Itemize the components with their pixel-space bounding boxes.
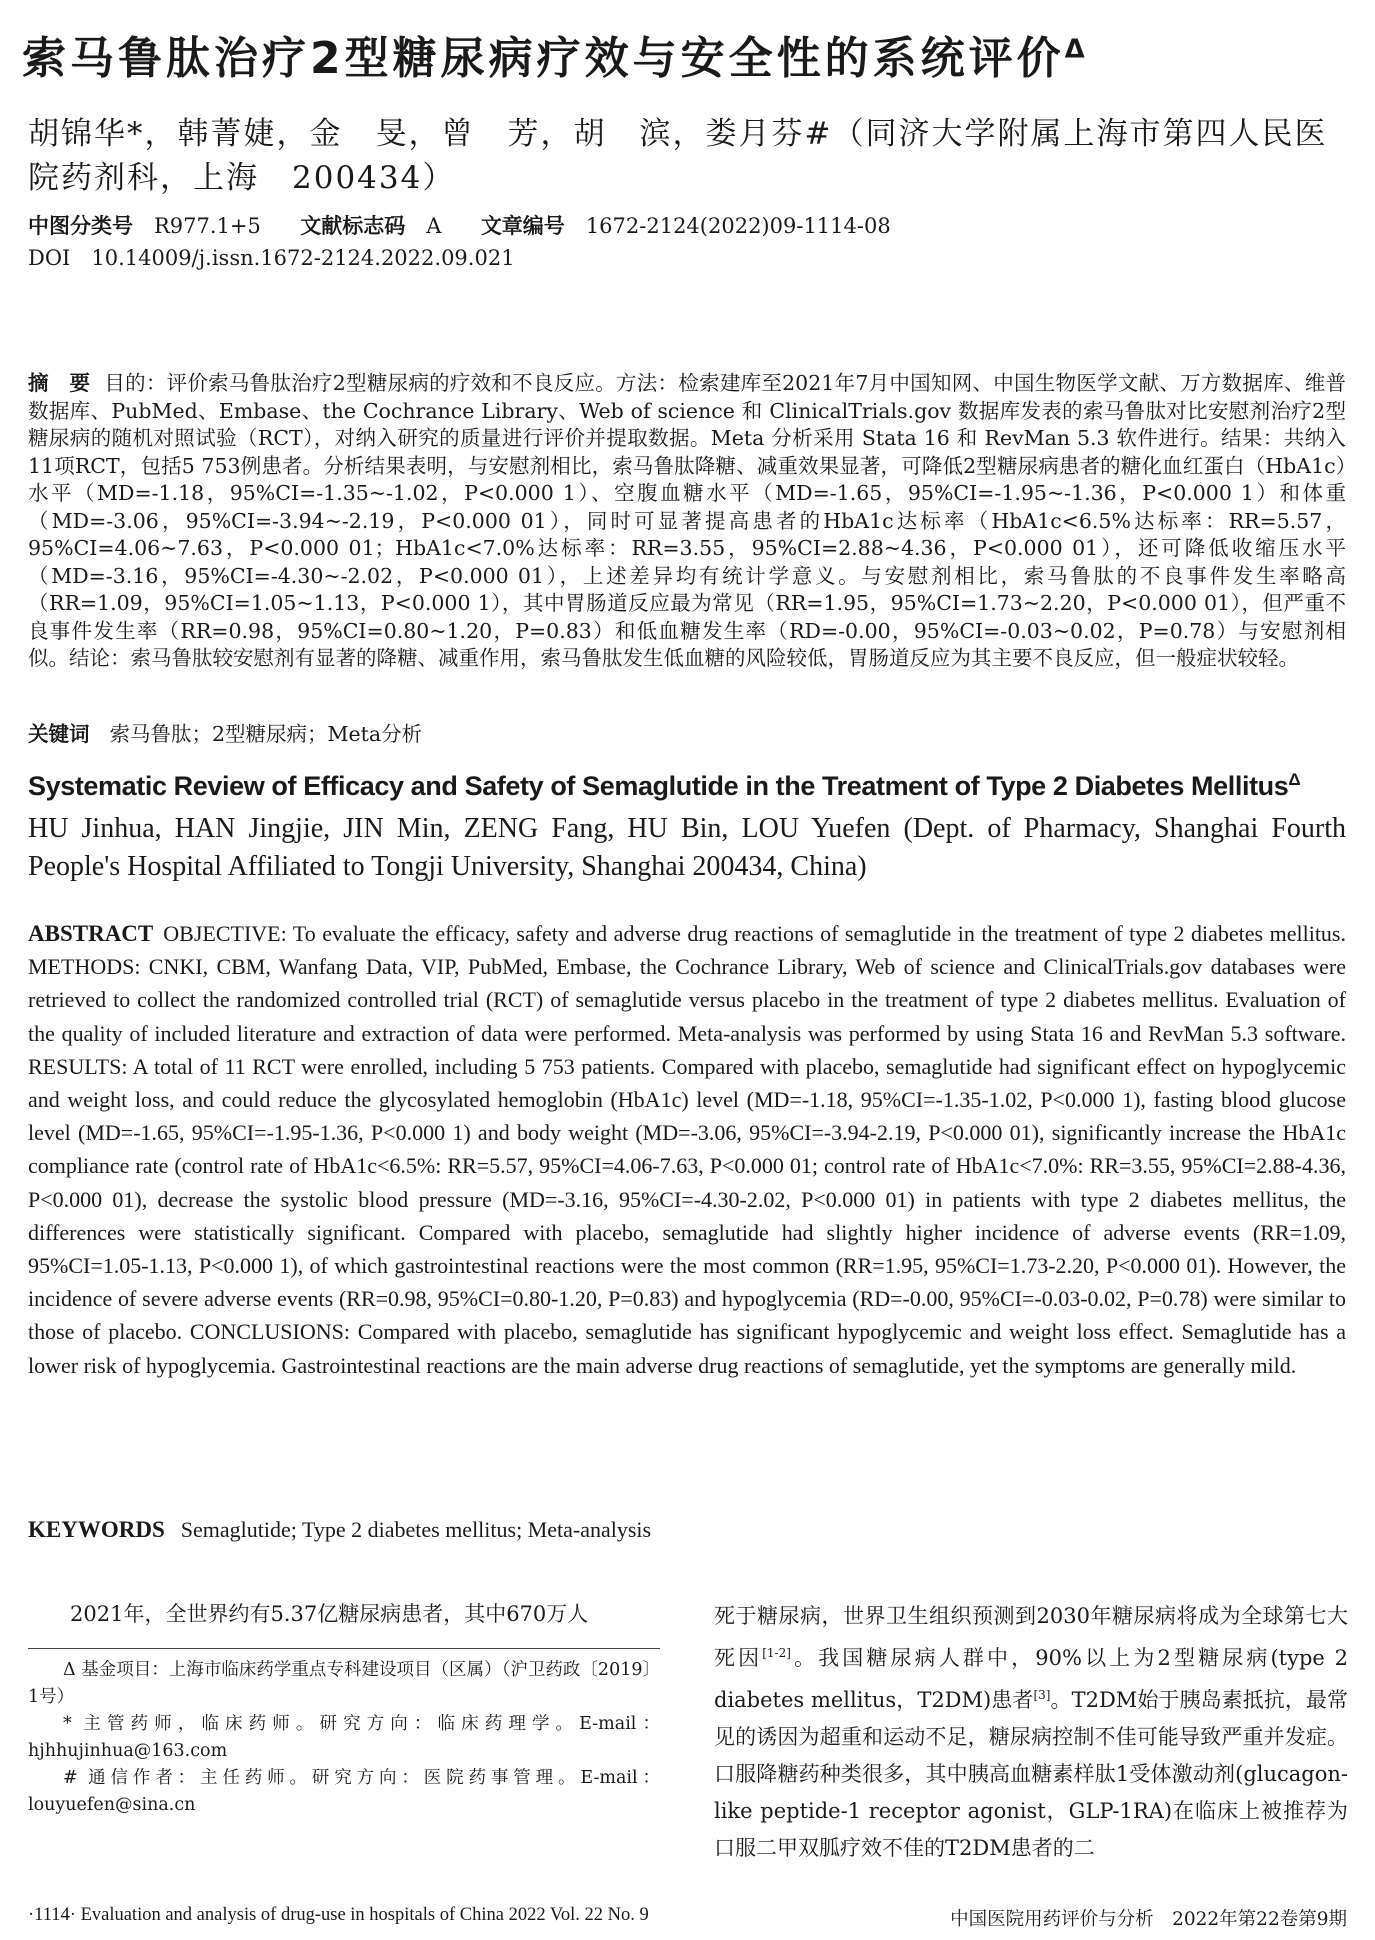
doi-label: DOI (28, 246, 71, 270)
keywords-cn (28, 717, 422, 747)
article-no-value: 1672-2124(2022)09-1114-08 (585, 214, 891, 238)
keywords-cn-text: 索马鲁肽；2型糖尿病；Meta分析 (109, 722, 423, 746)
footnotes (28, 1657, 660, 1819)
body-left-column: 2021年，全世界约有5.37亿糖尿病患者，其中670万人 (70, 1602, 589, 1626)
citation-ref[interactable]: [3] (1033, 1688, 1051, 1702)
doi-line (28, 242, 515, 272)
footer-left: ·1114· Evaluation and analysis of drug-use in hospitals of China 2022 Vol. 22 No. 9 (28, 1905, 649, 1925)
english-title: Systematic Review of Efficacy and Safety of Semaglutide in the Treatment of Type 2 Diabetes Mellitus$^\Delta$ (28, 770, 1301, 801)
english-authors: HU Jinhua, HAN Jingjie, JIN Min, ZENG Fang, HU Bin, LOU Yuefen (Dept. of Pharmacy, Shanghai Fourth People's Hospital Affiliated to Tongji University, Shanghai 200434, China) (28, 813, 1346, 882)
abstract-en-label: ABSTRACT (28, 921, 154, 946)
keywords-en-label: KEYWORDS (28, 1517, 165, 1542)
classification-line (28, 210, 891, 240)
abstract-en (28, 917, 1346, 1382)
doi-value[interactable]: 10.14009/j.issn.1672-2124.2022.09.021 (91, 246, 515, 270)
abstract-cn-label: 摘 要 (28, 371, 91, 395)
abstract-en-text: OBJECTIVE: To evaluate the efficacy, safety and adverse drug reactions of semaglutide in the treatment of type 2 diabetes mellitus. METHODS: CNKI, CBM, Wanfang Data, VIP, PubMed, Embase, the Cochrance Library, Web of science and ClinicalTrials.gov databases were retrieved to collect the randomized controlled trial (RCT) of semaglutide versus placebo in the treatment of type 2 diabetes mellitus. Evaluation of the quality of included literature and extraction of data were performed. Meta-analysis was performed by using Stata 16 and RevMan 5.3 software. RESULTS: A total of 11 RCT were enrolled, including 5 753 patients. Compared with placebo, semaglutide had significant effect on hypoglycemic and weight loss, and could reduce the glycosylated hemoglobin (HbA1c) level (MD=-1.18, 95%CI=-1.35-1.02, P<0.000 1), fasting blood glucose level (MD=-1.65, 95%CI=-1.95-1.36, P<0.000 1) and body weight (MD=-3.06, 95%CI=-3.94-2.19, P<0.000 01), significantly increase the HbA1c compliance rate (control rate of HbA1c<6.5%: RR=5.57, 95%CI=4.06-7.63, P<0.000 01; control rate of HbA1c<7.0%: RR=3.55, 95%CI=2.88-4.36, P<0.000 01), decrease the systolic blood pressure (MD=-3.16, 95%CI=-4.30-2.02, P<0.000 01) in patients with type 2 diabetes mellitus, the differences were statistically significant. Compared with placebo, semaglutide had slightly higher incidence of adverse events (RR=1.09, 95%CI=1.05-1.13, P<0.000 1), of which gastrointestinal reactions were the most common (RR=1.95, 95%CI=1.73-2.20, P<0.000 01). However, the incidence of severe adverse events (RR=0.98, 95%CI=0.80-1.20, P=0.83) and hypoglycemia (RD=-0.00, 95%CI=-0.03-0.02, P=0.78) were similar to those of placebo. CONCLUSIONS: Compared with placebo, semaglutide has significant hypoglycemic and weight loss effect. Semaglutide has a lower risk of hypoglycemia. Gastrointestinal reactions are the main adverse drug reactions of semaglutide, yet the symptoms are generally mild. (28, 921, 1346, 1378)
author-list: 胡锦华*，韩菁婕，金 旻，曾 芳，胡 滨，娄月芬#（同济大学附属上海市第四人民医院药剂科，上海 200434） (28, 116, 1328, 196)
keywords-en-text: Semaglutide; Type 2 diabetes mellitus; Meta-analysis (180, 1517, 652, 1542)
english-title-mark: Δ (1288, 770, 1301, 789)
keywords-en (28, 1517, 651, 1543)
article-no-label: 文章编号 (480, 214, 565, 238)
footnote-corresponding: # 通信作者：主任药师。研究方向：医院药事管理。E-mail：louyuefen@sina.cn (28, 1768, 660, 1815)
footer-right: 中国医院用药评价与分析 2022年第22卷第9期 (950, 1909, 1347, 1930)
citation-ref[interactable]: [1-2] (762, 1646, 791, 1660)
doc-code-value: A (426, 214, 442, 238)
footnote-divider (28, 1648, 660, 1649)
abstract-cn-text: 目的：评价索马鲁肽治疗2型糖尿病的疗效和不良反应。方法：检索建库至2021年7月中国知网、中国生物医学文献、万方数据库、维普数据库、PubMed、Embase、the Cochrance Library、Web of science 和 ClinicalTrials.gov 数据库发表的索马鲁肽对比安慰剂治疗2型糖尿病的随机对照试验（RCT），对纳入研究的质量进行评价并提取数据。Meta 分析采用 Stata 16 和 RevMan 5.3 软件进行。结果：共纳入11项RCT，包括5 753例患者。分析结果表明，与安慰剂相比，索马鲁肽降糖、减重效果显著，可降低2型糖尿病患者的糖化血红蛋白（HbA1c）水平（MD=-1.18，95%CI=-1.35~-1.02，P<0.000 1）、空腹血糖水平（MD=-1.65，95%CI=-1.95~-1.36，P<0.000 1）和体重（MD=-3.06，95%CI=-3.94~-2.19，P<0.000 01），同时可显著提高患者的HbA1c达标率（HbA1c<6.5%达标率：RR=5.57，95%CI=4.06~7.63，P<0.000 01；HbA1c<7.0%达标率：RR=3.55，95%CI=2.88~4.36，P<0.000 01），还可降低收缩压水平（MD=-3.16，95%CI=-4.30~-2.02，P<0.000 01），上述差异均有统计学意义。与安慰剂相比，索马鲁肽的不良事件发生率略高（RR=1.09，95%CI=1.05~1.13，P<0.000 1），其中胃肠道反应最为常见（RR=1.95，95%CI=1.73~2.20，P<0.000 01），但严重不良事件发生率（RR=0.98，95%CI=0.80~1.20，P=0.83）和低血糖发生率（RD=-0.00，95%CI=-0.03~0.02，P=0.78）与安慰剂相似。结论：索马鲁肽较安慰剂有显著的降糖、减重作用，索马鲁肽发生低血糖的风险较低，胃肠道反应为其主要不良反应，但一般症状较轻。 (28, 371, 1347, 670)
doc-code-label: 文献标志码 (300, 214, 406, 238)
keywords-cn-label: 关键词 (28, 722, 90, 746)
title-fund-mark: Δ (1064, 34, 1085, 65)
footnote-fund: Δ 基金项目：上海市临床药学重点专科建设项目（区属）（沪卫药政〔2019〕1号） (28, 1660, 660, 1707)
article-title: 索马鲁肽治疗2型糖尿病疗效与安全性的系统评价$^\Delta$ (22, 33, 1085, 84)
footnote-first-author: * 主管药师，临床药师。研究方向：临床药理学。E-mail：hjhhujinhua@163.com (28, 1714, 660, 1761)
body-right-column: 死于糖尿病，世界卫生组织预测到2030年糖尿病将成为全球第七大死因[1-2]。我国糖尿病人群中，90%以上为2型糖尿病(type 2 diabetes mellitus，T2DM)患者[3]。T2DM始于胰岛素抵抗，最常见的诱因为超重和运动不足，糖尿病控制不佳可能导致严重并发症。口服降糖药种类很多，其中胰高血糖素样肽1受体激动剂(glucagon-like peptide-1 receptor agonist，GLP-1RA)在临床上被推荐为口服二甲双胍疗效不佳的T2DM患者的二 (714, 1604, 1348, 1860)
clc-label: 中图分类号 (28, 214, 133, 238)
abstract-cn (28, 370, 1346, 673)
clc-value: R977.1+5 (154, 214, 261, 238)
